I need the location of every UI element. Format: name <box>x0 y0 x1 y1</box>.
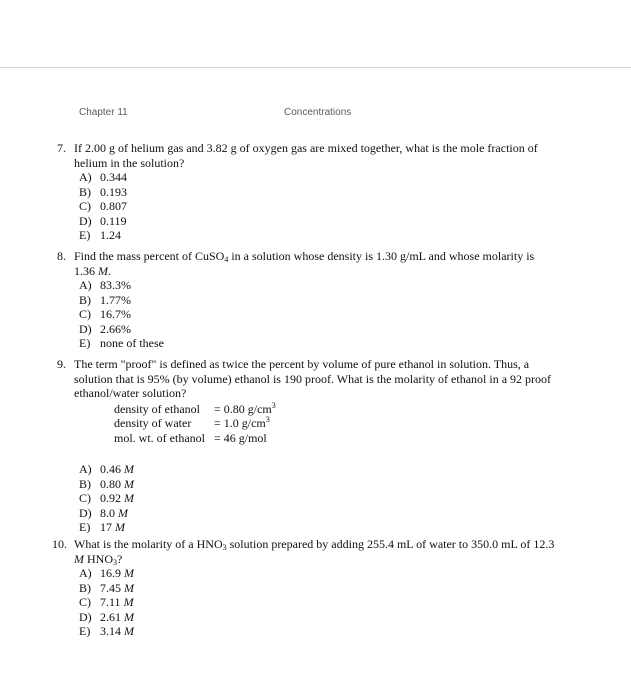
answer-option <box>79 322 557 337</box>
option-label: A) <box>79 566 92 580</box>
question-9 <box>57 357 557 535</box>
data-value: = 0.80 g/cm <box>214 401 272 416</box>
question-text: in a solution whose density is 1.30 g/mL and whose molarity is 1.36 <box>74 249 535 278</box>
option-value: 0.193 <box>100 184 127 199</box>
option-label: C) <box>79 199 91 213</box>
given-data-row <box>114 416 557 431</box>
subscript: 3 <box>222 543 227 552</box>
answer-option <box>79 595 557 610</box>
option-label: E) <box>79 228 91 242</box>
answer-option <box>79 491 557 506</box>
page-top-divider <box>0 67 631 68</box>
option-value: 0.807 <box>100 199 127 213</box>
data-value: = 46 g/mol <box>214 430 267 445</box>
option-value: 16.9 <box>100 566 121 580</box>
answer-option <box>79 293 557 308</box>
molarity-unit: M <box>124 609 134 624</box>
answer-option <box>79 170 557 185</box>
molarity-unit: M <box>124 491 134 505</box>
option-value: 1.24 <box>100 228 121 242</box>
answer-option <box>79 462 557 477</box>
answer-option <box>79 307 557 322</box>
option-label: D) <box>79 321 92 336</box>
option-label: B) <box>79 476 91 491</box>
question-text: Find the mass percent of CuSO <box>74 249 225 263</box>
option-label: A) <box>79 278 92 292</box>
option-value: 0.80 <box>100 476 121 491</box>
option-value: 2.61 <box>100 609 121 624</box>
option-value: 0.92 <box>100 491 121 505</box>
question-text: What is the molarity of a HNO <box>74 537 223 551</box>
molarity-unit: M <box>124 566 134 580</box>
molarity-unit: M <box>115 520 125 534</box>
option-value: 1.77% <box>100 292 131 307</box>
answer-option <box>79 199 557 214</box>
answer-options <box>79 278 557 351</box>
answer-option <box>79 477 557 492</box>
option-label: C) <box>79 307 91 321</box>
question-stem <box>57 249 557 278</box>
answer-option <box>79 610 557 625</box>
option-value: 2.66% <box>100 321 131 336</box>
answer-option <box>79 581 557 596</box>
option-label: B) <box>79 580 91 595</box>
question-text: . <box>108 263 111 278</box>
option-value: 3.14 <box>100 624 121 638</box>
option-value: 7.11 <box>100 595 121 609</box>
data-label: density of ethanol <box>114 401 200 416</box>
question-number: 8. <box>57 249 66 263</box>
option-value: 17 <box>100 520 112 534</box>
molarity-unit: M <box>123 595 134 609</box>
option-label: E) <box>79 624 91 638</box>
option-label: C) <box>79 595 91 609</box>
option-value: none of these <box>100 336 164 350</box>
topic-header: Concentrations <box>284 107 352 118</box>
given-data-table <box>114 402 557 446</box>
option-value: 16.7% <box>100 307 131 321</box>
answer-options <box>79 462 557 535</box>
answer-options <box>79 170 557 243</box>
question-stem <box>57 141 557 170</box>
answer-option <box>79 336 557 351</box>
data-value: = 1.0 g/cm <box>214 416 266 430</box>
option-label: A) <box>79 462 92 476</box>
option-value: 83.3% <box>100 278 131 292</box>
answer-option <box>79 278 557 293</box>
answer-option <box>79 214 557 229</box>
question-8 <box>57 249 557 351</box>
subscript: 3 <box>113 557 117 567</box>
answer-options <box>79 566 557 639</box>
molarity-unit: M <box>124 580 134 595</box>
molarity-unit: M <box>74 551 84 566</box>
molarity-unit: M <box>124 624 134 638</box>
option-label: B) <box>79 184 91 199</box>
given-data-row <box>114 402 557 417</box>
option-value: 0.344 <box>100 170 127 184</box>
question-text: If 2.00 g of helium gas and 3.82 g of oxygen gas are mixed together, what is the mole fraction of helium in the solution? <box>74 141 538 170</box>
question-10 <box>52 537 557 639</box>
question-stem <box>52 537 557 567</box>
question-text: HNO <box>84 551 113 566</box>
molarity-unit: M <box>118 505 128 520</box>
option-label: A) <box>79 170 92 184</box>
question-7 <box>57 141 557 243</box>
option-label: D) <box>79 213 92 228</box>
option-value: 8.0 <box>100 505 115 520</box>
superscript: 3 <box>271 400 276 410</box>
option-value: 7.45 <box>100 580 121 595</box>
molarity-unit: M <box>124 462 134 476</box>
data-label: mol. wt. of ethanol <box>114 430 205 445</box>
question-text: solution prepared by adding 255.4 mL of water to 350.0 mL of 12.3 <box>226 537 555 551</box>
option-label: E) <box>79 336 91 350</box>
option-label: E) <box>79 520 91 534</box>
data-label: density of water <box>114 416 192 430</box>
question-text: ? <box>117 551 123 566</box>
given-data-row <box>114 431 557 446</box>
answer-option <box>79 185 557 200</box>
question-number: 7. <box>57 141 66 155</box>
superscript: 3 <box>265 415 270 424</box>
question-stem <box>57 357 557 401</box>
option-value: 0.46 <box>100 462 121 476</box>
answer-option <box>79 624 557 639</box>
answer-option <box>79 520 557 535</box>
question-number: 10. <box>52 537 67 551</box>
option-label: D) <box>79 609 92 624</box>
answer-option <box>79 566 557 581</box>
option-label: C) <box>79 491 91 505</box>
subscript: 4 <box>224 255 229 264</box>
answer-option <box>79 506 557 521</box>
option-value: 0.119 <box>100 213 127 228</box>
option-label: D) <box>79 505 92 520</box>
answer-option <box>79 228 557 243</box>
chapter-header: Chapter 11 <box>79 107 128 118</box>
molarity-unit: M <box>98 263 108 278</box>
option-label: B) <box>79 292 91 307</box>
question-number: 9. <box>57 357 66 371</box>
molarity-unit: M <box>124 476 134 491</box>
question-text: The term "proof" is defined as twice the percent by volume of pure ethanol in solution. Thus, a solution that is 95% (by volume) ethanol is 190 proof. What is the molarity of ethanol in a 92 proof ethanol/water solution? <box>74 357 552 400</box>
